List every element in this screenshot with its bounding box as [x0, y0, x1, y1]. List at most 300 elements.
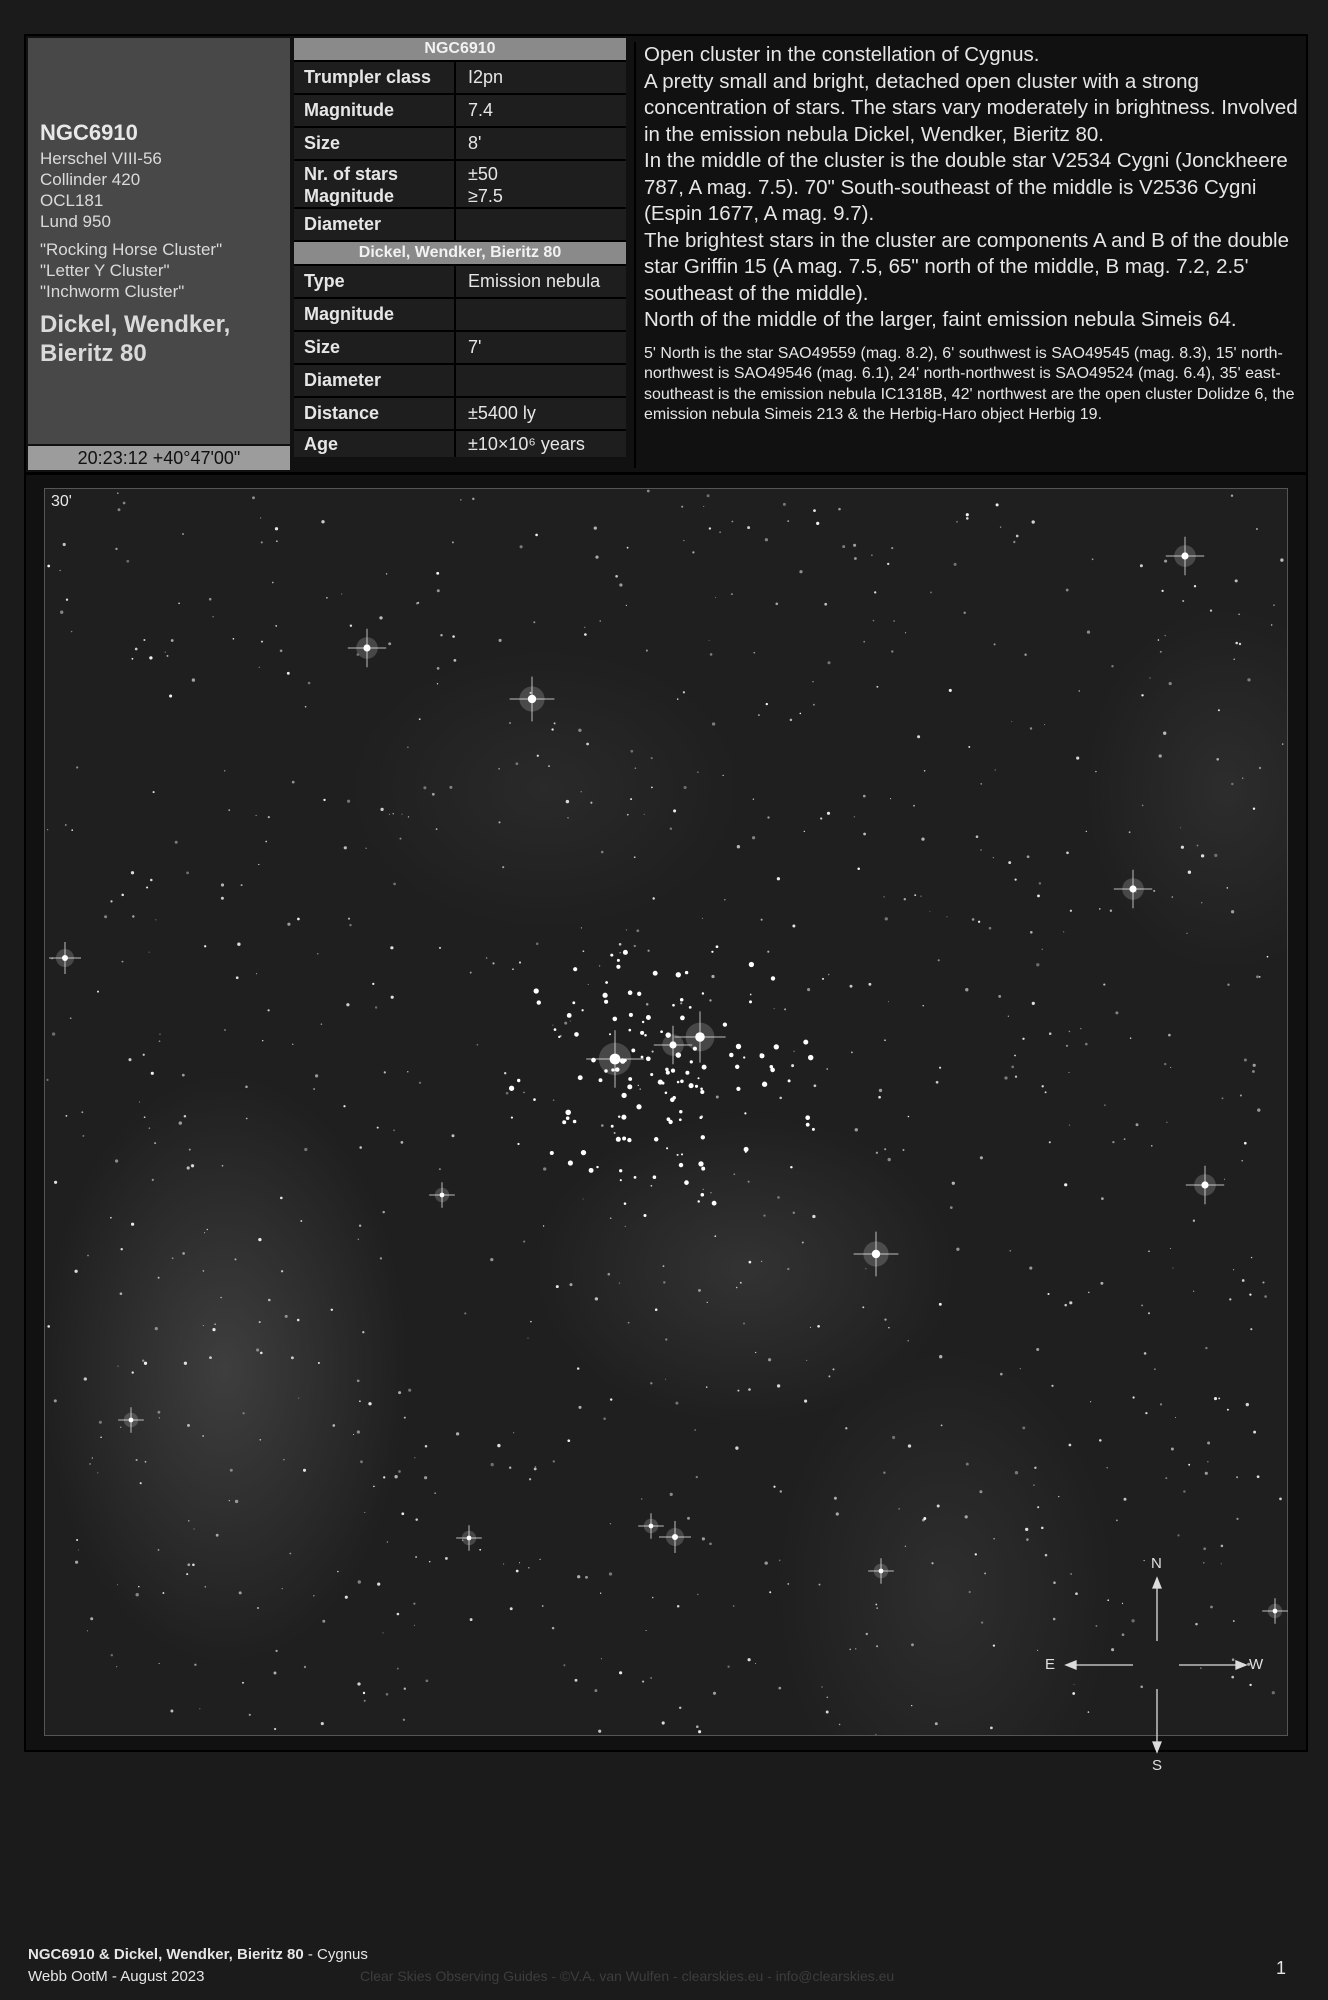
star [76, 1539, 78, 1541]
star [259, 1439, 261, 1441]
star [1205, 1472, 1208, 1475]
star [650, 1382, 652, 1384]
star [857, 868, 860, 871]
star [569, 1283, 572, 1286]
star [673, 809, 676, 812]
star [132, 1371, 134, 1373]
star [892, 1436, 895, 1439]
star [994, 643, 996, 645]
star [398, 1391, 401, 1394]
star [1033, 1484, 1035, 1486]
star [121, 894, 124, 897]
star [87, 1630, 88, 1631]
star [71, 631, 72, 632]
star [414, 1625, 415, 1626]
star [884, 1148, 886, 1150]
cluster-star [698, 1161, 703, 1166]
nickname: "Rocking Horse Cluster" [40, 240, 223, 259]
star [552, 1627, 555, 1630]
footer-subtitle: Webb OotM - August 2023 [28, 1968, 205, 1985]
star [359, 1146, 362, 1149]
star [117, 1365, 118, 1366]
star [343, 1105, 345, 1107]
table-row [294, 95, 626, 128]
star [585, 1576, 588, 1579]
star [638, 1085, 639, 1086]
star [677, 1154, 679, 1156]
object-identity-panel [28, 38, 290, 444]
star [819, 1584, 821, 1586]
star [479, 1549, 481, 1551]
star [158, 1549, 160, 1551]
star [510, 1607, 513, 1610]
star [182, 1074, 185, 1077]
star [528, 1338, 529, 1339]
cluster-star [701, 1167, 705, 1171]
star [460, 499, 461, 500]
description-paragraph: Open cluster in the constellation of Cygnus. [644, 43, 1040, 66]
star [523, 1092, 524, 1093]
star [824, 603, 827, 606]
star [990, 1727, 993, 1730]
star [63, 543, 66, 546]
star [1124, 1498, 1127, 1501]
star [1164, 635, 1165, 636]
footer-credit: Clear Skies Observing Guides - ©V.A. van Wulfen - clearskies.eu - info@clearskies.eu [360, 1968, 895, 1984]
star [1101, 1197, 1104, 1200]
star [1193, 1291, 1194, 1292]
star [600, 620, 601, 621]
star [650, 1677, 651, 1678]
star [1064, 1304, 1067, 1307]
star [1011, 1066, 1014, 1069]
star [1090, 1401, 1091, 1402]
star [737, 845, 740, 848]
row-label [294, 161, 456, 207]
cluster-star [736, 1044, 741, 1049]
cluster-star [681, 1153, 683, 1155]
cluster-star [736, 1087, 740, 1091]
star [628, 1322, 630, 1324]
star [1259, 976, 1261, 978]
star [548, 765, 550, 767]
cluster-star [658, 1080, 663, 1085]
star [436, 572, 439, 575]
star [849, 1649, 850, 1650]
star [221, 883, 224, 886]
star [1169, 682, 1172, 685]
star [610, 1217, 612, 1219]
star [358, 1580, 361, 1583]
star [1235, 642, 1238, 645]
cluster-star [690, 1060, 693, 1063]
star [1039, 882, 1042, 885]
star [753, 652, 755, 654]
star [155, 1327, 158, 1330]
star [1026, 1538, 1029, 1541]
star [203, 1270, 205, 1272]
star [652, 1597, 654, 1599]
star [586, 743, 589, 746]
star [504, 1072, 506, 1074]
star [52, 1032, 55, 1035]
star [331, 1309, 333, 1311]
star [1195, 1623, 1198, 1626]
star [1045, 1554, 1048, 1557]
star [952, 1182, 955, 1185]
cluster-star [565, 1110, 571, 1116]
star [939, 1355, 942, 1358]
star [1069, 1444, 1072, 1447]
table-row [294, 128, 626, 161]
star [391, 996, 394, 999]
star [1037, 895, 1040, 898]
star [1240, 1095, 1242, 1097]
star [710, 653, 713, 656]
star [1262, 1281, 1264, 1283]
star [731, 593, 733, 595]
cluster-star [624, 1202, 627, 1205]
star [1015, 1471, 1018, 1474]
star [54, 1399, 57, 1402]
page-number: 1 [1275, 1958, 1286, 1978]
cluster-star [680, 1080, 684, 1084]
star [1247, 678, 1250, 681]
cluster-star [803, 1040, 808, 1045]
cluster-star [689, 1083, 694, 1088]
star [679, 1707, 681, 1709]
star [651, 757, 653, 759]
star [322, 1620, 325, 1623]
cluster-star [628, 1029, 631, 1032]
star [445, 1557, 448, 1560]
star [1197, 845, 1199, 847]
star [1279, 1498, 1282, 1501]
star [415, 1556, 417, 1558]
cluster-star [702, 992, 704, 994]
star [965, 1515, 968, 1518]
star [258, 864, 259, 865]
star [321, 1722, 324, 1725]
row-label: Diameter [294, 365, 456, 396]
star [326, 597, 328, 599]
star [449, 786, 452, 789]
star [1259, 767, 1261, 769]
star [259, 1321, 261, 1323]
star [851, 1052, 853, 1054]
star [748, 1658, 751, 1661]
table-row [294, 299, 626, 332]
cluster-star [701, 1135, 705, 1139]
row-label-line: Nr. of stars [304, 164, 399, 184]
star [1111, 1648, 1114, 1651]
star [408, 1389, 411, 1392]
star [595, 1297, 598, 1300]
row-label: Magnitude [294, 299, 456, 330]
star [313, 1595, 314, 1596]
second-object-name-line: Bieritz 80 [40, 340, 147, 367]
star [529, 1478, 531, 1480]
star [120, 1248, 122, 1250]
cluster-star [812, 1128, 815, 1131]
star [812, 681, 813, 682]
cluster-star [711, 951, 713, 953]
star [1030, 727, 1032, 729]
star [625, 1226, 626, 1227]
star [407, 1071, 408, 1072]
table-row [294, 209, 626, 242]
star [454, 659, 457, 662]
cluster-star [517, 1079, 520, 1082]
star [1250, 1328, 1252, 1330]
star [1163, 732, 1166, 735]
star [117, 1584, 118, 1585]
object-name: NGC6910 [40, 120, 138, 145]
star [665, 1338, 667, 1340]
cluster-star [666, 1071, 670, 1075]
cluster-star [749, 962, 754, 967]
star [519, 1562, 520, 1563]
cluster-star [701, 1193, 705, 1197]
star [145, 1461, 147, 1463]
row-value: ±5400 ly [468, 403, 536, 423]
star [787, 1268, 789, 1270]
star [968, 746, 970, 748]
star [415, 1518, 418, 1521]
star [954, 563, 957, 566]
star [665, 1379, 666, 1380]
star [1080, 1028, 1081, 1029]
star [1267, 956, 1269, 958]
star [282, 1588, 283, 1589]
star [498, 821, 500, 823]
star [706, 1386, 707, 1387]
star [298, 1398, 299, 1399]
star [362, 1331, 364, 1333]
star [876, 686, 878, 688]
star [855, 1128, 858, 1131]
star [497, 1444, 500, 1447]
star [1037, 1506, 1039, 1508]
star [387, 1541, 388, 1542]
star [938, 959, 940, 961]
description-paragraph: In the middle of the cluster is the double star V2534 Cygni (Jonckheere 787, A mag. 7.5). 70" South-southeast of the middle is V2536 Cygni (Espin 1677, A mag. 9.7). [644, 149, 1288, 225]
star [1058, 1496, 1059, 1497]
row-value: 7' [468, 337, 482, 357]
star [373, 1486, 375, 1488]
star [1273, 605, 1274, 606]
star [165, 651, 166, 652]
star [203, 1325, 204, 1326]
star [749, 1261, 752, 1264]
star [75, 1561, 78, 1564]
star [503, 1563, 504, 1564]
bright-star [49, 942, 81, 974]
star [76, 766, 78, 768]
row-label-line: Magnitude [304, 186, 394, 206]
star [470, 1618, 473, 1621]
star [732, 521, 734, 523]
star [703, 506, 704, 507]
star [748, 1181, 750, 1183]
star [321, 1023, 323, 1025]
cluster-star [567, 1013, 572, 1018]
star [155, 919, 156, 920]
star [84, 1377, 87, 1380]
star [1188, 1464, 1190, 1466]
star [996, 503, 999, 506]
star [713, 1692, 716, 1695]
cluster-star [759, 1053, 764, 1058]
star [652, 897, 654, 899]
star [509, 722, 511, 724]
star [1175, 1417, 1176, 1418]
star [930, 591, 932, 593]
star [727, 1666, 729, 1668]
star [774, 1008, 775, 1009]
star [1053, 1618, 1056, 1621]
star [890, 798, 891, 799]
star [87, 1255, 89, 1257]
star [397, 1613, 400, 1616]
star [1088, 1292, 1090, 1294]
star [131, 1223, 134, 1226]
star [154, 1142, 156, 1144]
row-label: Age [294, 431, 456, 457]
star [1030, 931, 1033, 934]
star [159, 1663, 160, 1664]
cluster-star [568, 1160, 573, 1165]
star [710, 1192, 711, 1193]
star [502, 866, 504, 868]
star [980, 783, 981, 784]
star [380, 808, 383, 811]
compass-north-label: N [1151, 1555, 1162, 1572]
star [513, 1432, 514, 1433]
star [680, 1002, 682, 1004]
star [491, 1463, 494, 1466]
star [115, 548, 117, 550]
star [543, 1167, 546, 1170]
star [826, 1068, 828, 1070]
star [820, 817, 822, 819]
star [1232, 1658, 1235, 1661]
cluster-star [684, 1180, 689, 1185]
star [799, 570, 802, 573]
star [539, 1559, 540, 1560]
star [1013, 541, 1015, 543]
star [419, 1082, 421, 1084]
cluster-star [581, 1009, 583, 1011]
star [1132, 1396, 1134, 1398]
star [1231, 495, 1233, 497]
star [47, 565, 50, 568]
star [353, 1434, 354, 1435]
cluster-star [643, 1214, 646, 1217]
star [1271, 624, 1272, 625]
star [888, 1158, 891, 1161]
star [1153, 890, 1155, 892]
star [139, 1101, 140, 1102]
star [1042, 949, 1043, 950]
bright-star [654, 1026, 692, 1064]
cluster-star [660, 1030, 663, 1033]
star [1280, 558, 1283, 561]
star [100, 1437, 102, 1439]
star [888, 1001, 889, 1002]
star [245, 1086, 248, 1089]
star [425, 1445, 428, 1448]
star [194, 1528, 195, 1529]
star [885, 917, 888, 920]
table-row [294, 365, 626, 398]
star [827, 661, 830, 664]
star [1218, 709, 1220, 711]
cluster-star [620, 1179, 622, 1181]
star [1238, 614, 1240, 616]
star [1022, 1426, 1025, 1429]
star [1042, 1085, 1044, 1087]
star [1234, 659, 1235, 660]
star [1257, 1108, 1260, 1111]
row-value: 8' [468, 133, 482, 153]
star [533, 621, 535, 623]
bright-star [586, 1030, 644, 1088]
star [1180, 827, 1181, 828]
star [337, 1571, 339, 1573]
star [1164, 1063, 1166, 1065]
star [1253, 808, 1255, 810]
bright-star [1262, 1598, 1288, 1624]
cluster-star [581, 1150, 586, 1155]
star [865, 1268, 866, 1269]
star [1252, 1070, 1255, 1073]
star [221, 897, 224, 900]
row-value-line: ±50 [468, 164, 498, 184]
star [733, 1605, 735, 1607]
star [123, 502, 126, 505]
data-table [294, 38, 626, 457]
star [1115, 1011, 1118, 1014]
star [1210, 1606, 1213, 1609]
star [842, 545, 845, 548]
cluster-star [700, 1088, 703, 1091]
cluster-star [578, 1075, 583, 1080]
star [850, 985, 853, 988]
cluster-star [771, 976, 775, 980]
star [224, 1029, 226, 1031]
star [70, 1017, 72, 1019]
star [397, 1668, 399, 1670]
star [683, 540, 684, 541]
star [1242, 1279, 1245, 1282]
star [1170, 1248, 1171, 1249]
star [677, 698, 678, 699]
star [553, 1460, 555, 1462]
star [644, 814, 645, 815]
star [304, 1666, 306, 1668]
star [498, 768, 500, 770]
star [437, 589, 440, 592]
star [1194, 585, 1196, 587]
star [724, 899, 725, 900]
cluster-star [788, 1079, 791, 1082]
star [1188, 871, 1191, 874]
star [601, 851, 604, 854]
star [162, 1592, 164, 1594]
star [817, 1325, 820, 1328]
star [761, 1261, 762, 1262]
